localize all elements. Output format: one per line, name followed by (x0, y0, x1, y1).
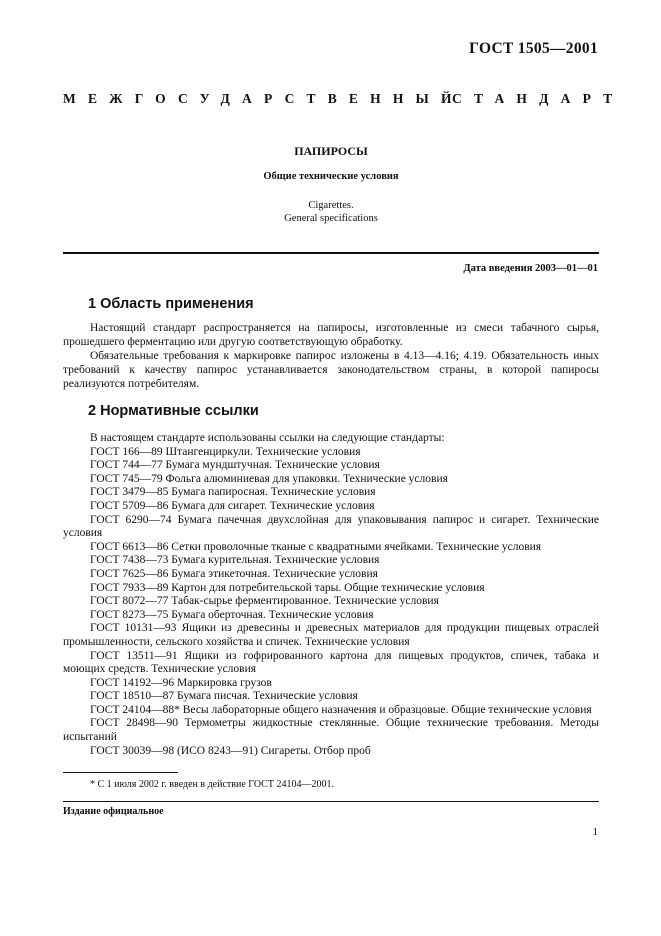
reference-item: ГОСТ 13511—91 Ящики из гофрированного картона для пищевых продуктов, спичек, табака и моющих средств. Технические условия (63, 649, 599, 676)
references-list (63, 432, 599, 758)
section-1-paragraph: Настоящий стандарт распространяется на папиросы, изготовленные из смеси табачного сырья, прошедшего ферментацию или другую соответствующую обработку. (63, 322, 599, 348)
footnote: * С 1 июля 2002 г. введен в действие ГОСТ 24104—2001. (90, 779, 334, 790)
reference-item: ГОСТ 8072—77 Табак-сырье ферментированное. Технические условия (90, 595, 439, 608)
section-2-heading: 2 Нормативные ссылки (88, 403, 259, 419)
edition-label: Издание официальное (63, 806, 164, 817)
document-subtitle: Общие технические условия (263, 171, 399, 182)
english-title: Cigarettes. (308, 200, 354, 211)
reference-item: ГОСТ 24104—88* Весы лабораторные общего назначения и образцовые. Общие технические условия (90, 703, 592, 716)
document-title: ПАПИРОСЫ (294, 144, 368, 158)
reference-item: ГОСТ 30039—98 (ИСО 8243—91) Сигареты. Отбор проб (90, 744, 371, 757)
standard-type-right: СТАНДАРТ (452, 91, 625, 106)
footnote-divider (63, 772, 178, 773)
english-subtitle: General specifications (284, 213, 378, 224)
reference-item: ГОСТ 7933—89 Картон для потребительской тары. Общие технические условия (90, 581, 485, 594)
reference-item: ГОСТ 744—77 Бумага мундштучная. Технические условия (90, 459, 380, 472)
header-divider (63, 252, 599, 254)
reference-item: ГОСТ 166—89 Штангенциркули. Технические условия (90, 445, 361, 458)
document-number: ГОСТ 1505—2001 (469, 40, 598, 57)
reference-item: ГОСТ 10131—93 Ящики из древесины и древесных материалов для продукции пищевых отраслей промышленности, сельского хозяйства и спичек. Технические условия (63, 622, 599, 648)
reference-item: ГОСТ 28498—90 Термометры жидкостные стеклянные. Общие технические требования. Методы испытаний (63, 717, 599, 744)
standard-type-left: МЕЖГОСУДАРСТВЕННЫЙ (63, 91, 464, 106)
section-1-heading: 1 Область применения (88, 296, 254, 312)
page-number: 1 (592, 826, 598, 838)
reference-item: ГОСТ 8273—75 Бумага оберточная. Технические условия (90, 608, 374, 621)
references-intro: В настоящем стандарте использованы ссылки на следующие стандарты: (90, 432, 445, 444)
reference-item: ГОСТ 745—79 Фольга алюминиевая для упаковки. Технические условия (90, 472, 448, 485)
reference-item: ГОСТ 5709—86 Бумага для сигарет. Технические условия (90, 499, 375, 512)
reference-item: ГОСТ 3479—85 Бумага папиросная. Технические условия (90, 486, 376, 499)
reference-item: ГОСТ 6290—74 Бумага пачечная двухслойная для упаковывания папирос и сигарет. Технические условия (63, 513, 599, 540)
introduction-date: Дата введения 2003—01—01 (463, 263, 598, 274)
reference-item: ГОСТ 18510—87 Бумага писчая. Технические условия (90, 690, 358, 703)
section-1-paragraph: Обязательные требования к маркировке папирос изложены в 4.13—4.16; 4.19. Обязательность иных требований к качеству папирос устанавливается законодательством страны, в которой папиросы реализуются потребителям. (63, 350, 599, 390)
reference-item: ГОСТ 7438—73 Бумага курительная. Технические условия (90, 554, 380, 567)
reference-item: ГОСТ 14192—96 Маркировка грузов (90, 676, 272, 689)
footer-divider (63, 801, 599, 802)
reference-item: ГОСТ 7625—86 Бумага этикеточная. Технические условия (90, 567, 378, 580)
reference-item: ГОСТ 6613—86 Сетки проволочные тканые с квадратными ячейками. Технические условия (90, 540, 542, 553)
